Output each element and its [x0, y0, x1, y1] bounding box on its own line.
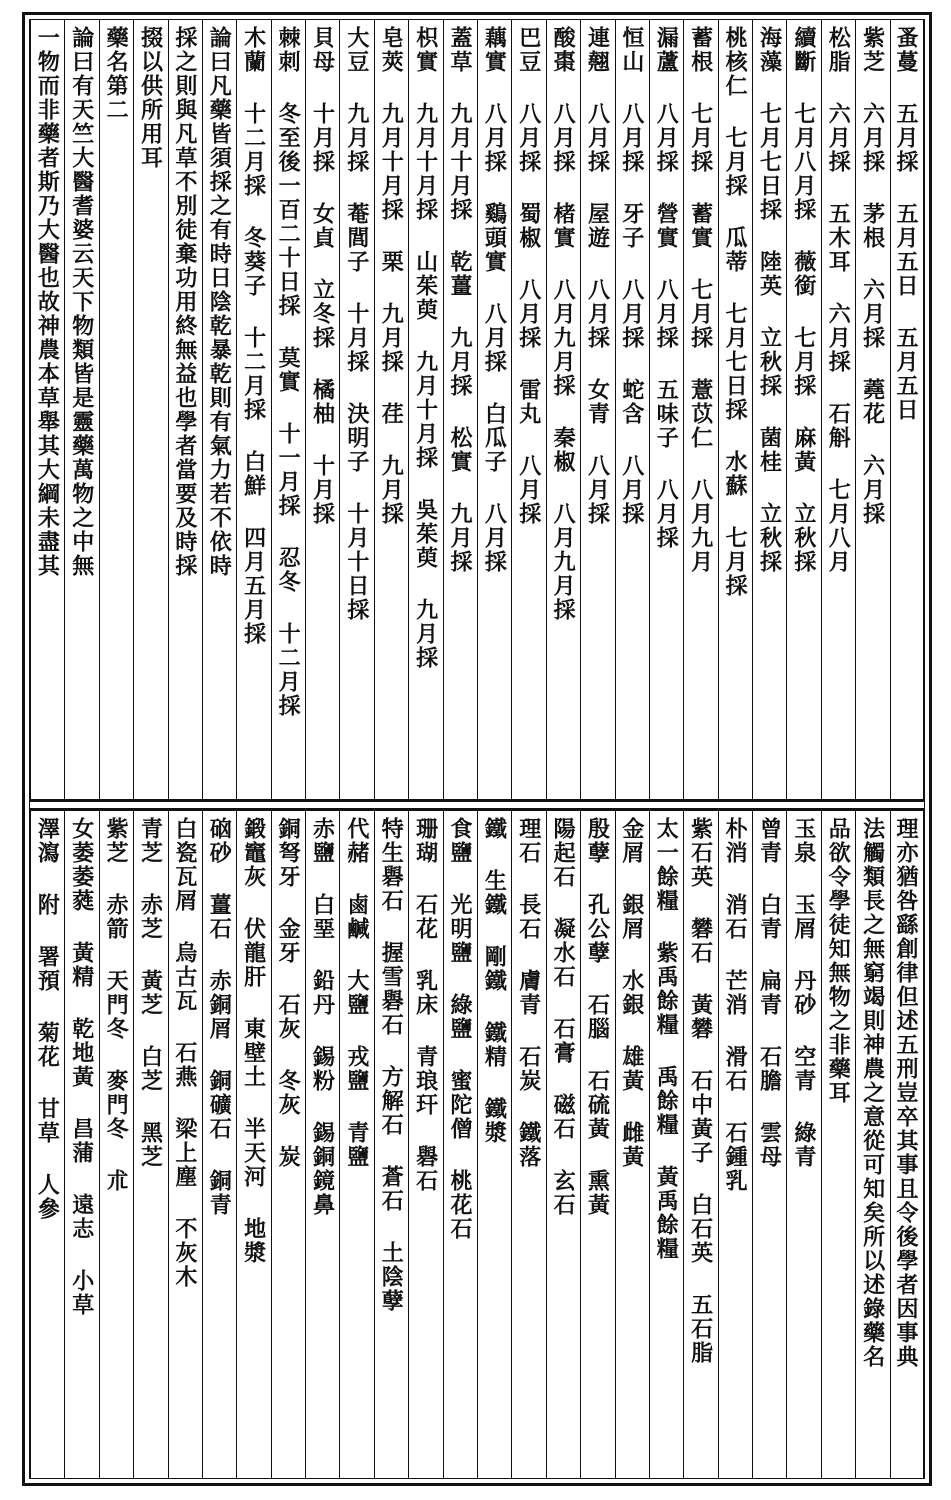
lower-column — [30, 811, 64, 1478]
lower-column-text: 曾青 白青 扁青 石膽 雲母 — [756, 817, 783, 1169]
upper-column-text: 續斷 七月八月採 薇銜 七月採 麻黃 立秋採 — [790, 26, 817, 574]
lower-column-text: 玉泉 玉屑 丹砂 空青 綠青 — [790, 817, 817, 1169]
upper-column-text: 巴豆 八月採 蜀椒 八月採 雷丸 八月採 — [515, 26, 542, 526]
upper-column-text: 貝母 十月採 女貞 立冬採 橘柚 十月採 — [309, 26, 336, 526]
page-frame — [29, 19, 925, 1479]
upper-column-text: 論曰凡藥皆須採之有時日陰乾暴乾則有氣力若不依時 — [206, 26, 233, 578]
lower-column-text: 白瓷瓦屑 烏古瓦 石燕 梁上塵 不灰木 — [171, 817, 198, 1289]
lower-column-text: 硇砂 薑石 赤銅屑 銅礦石 銅青 — [206, 817, 233, 1217]
upper-column — [786, 20, 820, 799]
lower-column-text: 青芝 赤芝 黃芝 白芝 黑芝 — [137, 817, 164, 1169]
lower-column-text: 特生礜石 握雪礜石 方解石 蒼石 土陰孽 — [378, 817, 405, 1313]
upper-column — [615, 20, 649, 799]
upper-column — [408, 20, 442, 799]
lower-column — [580, 811, 614, 1478]
lower-column — [305, 811, 339, 1478]
lower-column — [133, 811, 167, 1478]
lower-column — [99, 811, 133, 1478]
lower-column-text: 鍛竈灰 伏龍肝 東壁土 半天河 地漿 — [240, 817, 267, 1265]
upper-column-text: 恒山 八月採 牙子 八月採 蛇含 八月採 — [618, 26, 645, 526]
upper-column — [64, 20, 98, 799]
upper-column — [202, 20, 236, 799]
upper-column — [890, 20, 924, 799]
upper-column — [580, 20, 614, 799]
lower-column — [271, 811, 305, 1478]
upper-column — [511, 20, 545, 799]
lower-column-text: 澤瀉 附 署預 菊花 甘草 人參 — [34, 817, 61, 1221]
lower-column-text: 赤鹽 白堊 鉛丹 錫粉 錫銅鏡鼻 — [309, 817, 336, 1217]
lower-column-text: 代赭 鹵鹹 大鹽 戎鹽 青鹽 — [343, 817, 370, 1169]
lower-column — [236, 811, 270, 1478]
upper-column — [305, 20, 339, 799]
upper-column — [683, 20, 717, 799]
upper-column-text: 大豆 九月採 菴閭子 十月採 決明子 十月十日採 — [343, 26, 370, 622]
lower-column — [546, 811, 580, 1478]
lower-column — [168, 811, 202, 1478]
lower-column-text: 法觸類長之無窮竭則神農之意從可知矣所以述錄藥名 — [859, 817, 886, 1369]
lower-column-text: 紫石英 礬石 黃礬 石中黃子 白石英 五石脂 — [687, 817, 714, 1365]
lower-column — [821, 811, 855, 1478]
lower-column — [890, 811, 924, 1478]
lower-column-text: 品欲令學徒知無物之非藥耳 — [825, 817, 852, 1105]
lower-column — [202, 811, 236, 1478]
upper-column-text: 蓄根 七月採 蓄實 七月採 薏苡仁 八月九月 — [687, 26, 714, 574]
upper-column-text: 皂莢 九月十月採 栗 九月採 荏 九月採 — [378, 26, 405, 526]
upper-column-text: 一物而非藥者斯乃大醫也故神農本草舉其大綱未盡其 — [34, 26, 61, 578]
upper-column — [649, 20, 683, 799]
upper-column — [443, 20, 477, 799]
upper-column-text: 蓋草 九月十月採 乾薑 九月採 松實 九月採 — [446, 26, 473, 574]
lower-column — [408, 811, 442, 1478]
register-divider — [30, 801, 924, 809]
lower-column — [477, 811, 511, 1478]
upper-column — [477, 20, 511, 799]
upper-column — [374, 20, 408, 799]
upper-column-text: 掇以供所用耳 — [137, 26, 164, 170]
lower-column — [855, 811, 889, 1478]
upper-column — [821, 20, 855, 799]
lower-column — [64, 811, 98, 1478]
lower-column-text: 理石 長石 膚青 石炭 鐵落 — [515, 817, 542, 1169]
lower-column — [443, 811, 477, 1478]
lower-column-text: 鐵 生鐵 剛鐵 鐵精 鐵漿 — [481, 817, 508, 1145]
upper-column-text: 海藻 七月七日採 陸英 立秋採 菌桂 立秋採 — [756, 26, 783, 574]
lower-column — [683, 811, 717, 1478]
upper-column-text: 木蘭 十二月採 冬葵子 十二月採 白鮮 四月五月採 — [240, 26, 267, 646]
lower-column — [615, 811, 649, 1478]
upper-column-text: 紫芝 六月採 茅根 六月採 蕘花 六月採 — [859, 26, 886, 526]
lower-column — [752, 811, 786, 1478]
lower-column-text: 金屑 銀屑 水銀 雄黃 雌黃 — [618, 817, 645, 1169]
upper-column-text: 松脂 六月採 五木耳 六月採 石斛 七月八月 — [825, 26, 852, 574]
book-page — [22, 12, 932, 1486]
lower-column — [374, 811, 408, 1478]
lower-column-text: 太一餘糧 紫禹餘糧 禹餘糧 黃禹餘糧 — [653, 817, 680, 1261]
lower-column-text: 食鹽 光明鹽 綠鹽 蜜陀僧 桃花石 — [446, 817, 473, 1241]
upper-column-text: 採之則與凡草不別徒棄功用終無益也學者當要及時採 — [171, 26, 198, 578]
lower-register — [30, 809, 924, 1478]
lower-column-text: 紫芝 赤箭 天門冬 麥門冬 朮 — [103, 817, 130, 1193]
upper-column — [236, 20, 270, 799]
lower-column — [339, 811, 373, 1478]
upper-column — [168, 20, 202, 799]
upper-column — [133, 20, 167, 799]
upper-column-text: 桃核仁 七月採 瓜蒂 七月七日採 水蘇 七月採 — [722, 26, 749, 598]
upper-column — [339, 20, 373, 799]
lower-column — [511, 811, 545, 1478]
lower-column-text: 理亦猶咎繇創律但述五刑豈卒其事且令後學者因事典 — [892, 817, 919, 1369]
upper-column-text: 酸棗 八月採 楮實 八月九月採 秦椒 八月九月採 — [550, 26, 577, 622]
upper-column — [546, 20, 580, 799]
upper-column — [855, 20, 889, 799]
lower-column-text: 殷孽 孔公孽 石腦 石硫黃 熏黃 — [584, 817, 611, 1217]
lower-column — [786, 811, 820, 1478]
lower-column — [718, 811, 752, 1478]
upper-register — [30, 20, 924, 801]
lower-column-text: 朴消 消石 芒消 滑石 石鍾乳 — [722, 817, 749, 1193]
upper-column-text: 藥名第二 — [103, 26, 130, 122]
upper-column — [271, 20, 305, 799]
lower-column-text: 珊瑚 石花 乳床 青琅玕 礜石 — [412, 817, 439, 1193]
upper-column — [752, 20, 786, 799]
upper-column-text: 連翹 八月採 屋遊 八月採 女青 八月採 — [584, 26, 611, 526]
upper-column-text: 棘刺 冬至後一百二十日採 莫實 十一月採 忍冬 十二月採 — [275, 26, 302, 718]
upper-column-text: 藕實 八月採 鷄頭實 八月採 白瓜子 八月採 — [481, 26, 508, 574]
upper-column-text: 枳實 九月十月採 山茱萸 九月十月採 吳茱萸 九月採 — [412, 26, 439, 670]
lower-column — [649, 811, 683, 1478]
upper-column — [99, 20, 133, 799]
upper-column — [718, 20, 752, 799]
lower-column-text: 女萎萎蕤 黃精 乾地黃 昌蒲 遠志 小草 — [68, 817, 95, 1317]
upper-column-text: 論曰有天竺大醫耆婆云天下物類皆是靈藥萬物之中無 — [68, 26, 95, 578]
upper-column — [30, 20, 64, 799]
upper-column-text: 漏蘆 八月採 營實 八月採 五味子 八月採 — [653, 26, 680, 550]
lower-column-text: 陽起石 凝水石 石膏 磁石 玄石 — [550, 817, 577, 1217]
upper-column-text: 蚤蔓 五月採 五月五日 五月五日 — [892, 26, 919, 422]
lower-column-text: 銅弩牙 金牙 石灰 冬灰 炭 — [275, 817, 302, 1169]
